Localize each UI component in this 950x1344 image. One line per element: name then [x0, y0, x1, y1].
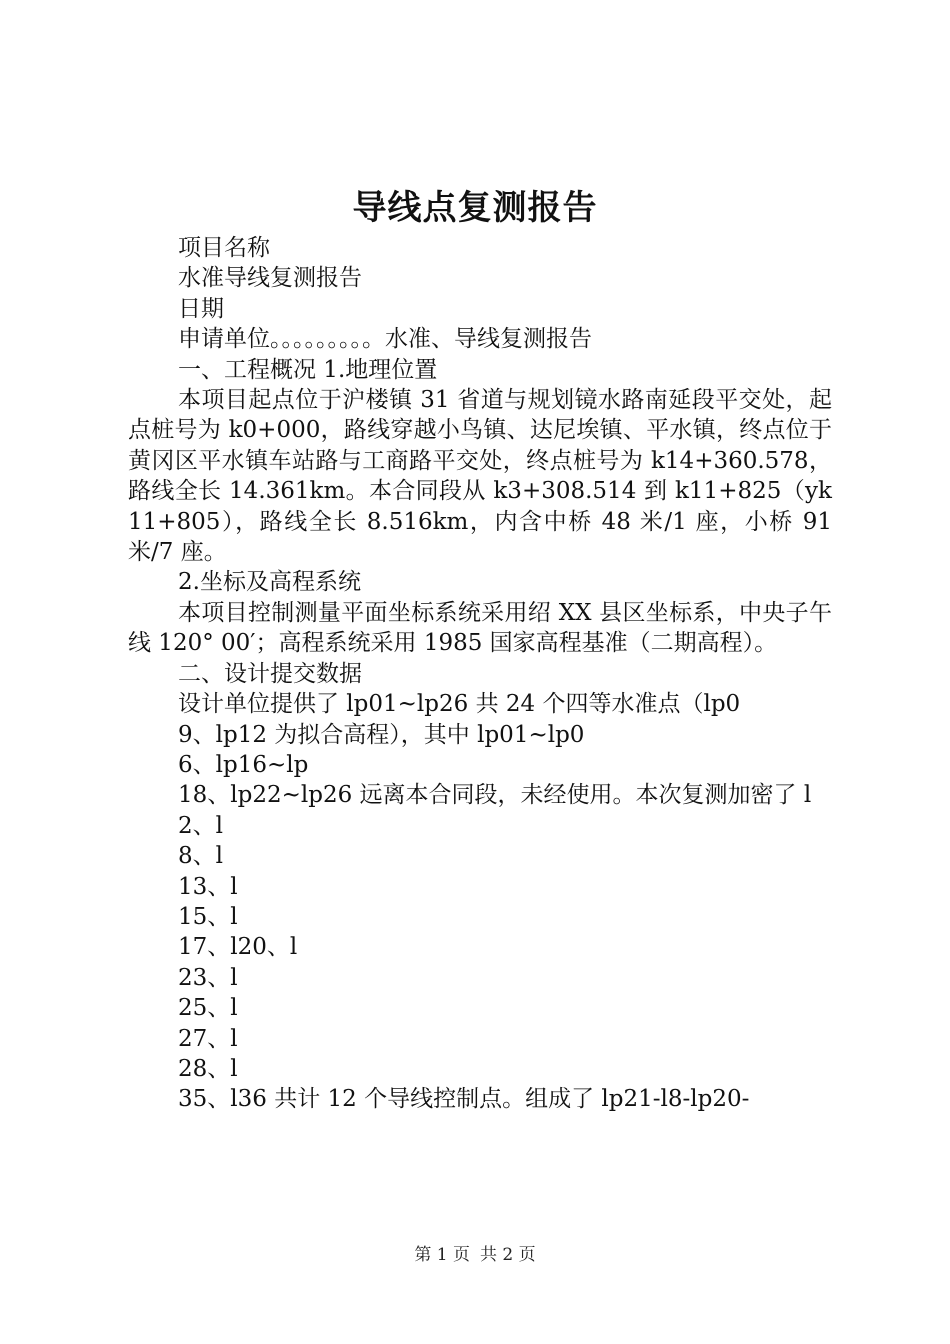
paragraph-design-data: 设计单位提供了 lp01~lp26 共 24 个四等水准点（lp0 — [178, 691, 741, 718]
paragraph-line: 17、l20、l — [178, 934, 298, 961]
paragraph-line: 25、l — [178, 995, 238, 1022]
paragraph-coordinate-system: 本项目控制测量平面坐标系统采用绍 XX 县区坐标系，中央子午线 120° 00′；高程系统采用 1985 国家高程基准（二期高程）。 — [128, 599, 832, 657]
paragraph-line: 23、l — [178, 964, 238, 991]
page-number-current: 第 1 页 — [414, 1245, 470, 1265]
section-heading-design-data: 二、设计提交数据 — [178, 660, 362, 687]
document-body — [128, 233, 832, 1115]
paragraph-report-name: 水准导线复测报告 — [178, 265, 362, 292]
paragraph-applicant: 申请单位。。。。。。。。。水准、导线复测报告 — [178, 326, 592, 353]
paragraph-line: 2、l — [178, 812, 223, 839]
paragraph-project-name: 项目名称 — [178, 235, 270, 261]
page-number-total: 共 2 页 — [480, 1245, 536, 1265]
paragraph-line: 27、l — [178, 1025, 238, 1052]
paragraph-line: 13、l — [178, 873, 238, 900]
paragraph-line: 8、l — [178, 843, 223, 870]
document-title: 导线点复测报告 — [352, 188, 598, 228]
section-heading-overview: 一、工程概况 1.地理位置 — [178, 356, 438, 383]
paragraph-line: 9、lp12 为拟合高程），其中 lp01~lp0 — [178, 721, 585, 748]
paragraph-line: 18、lp22~lp26 远离本合同段，未经使用。本次复测加密了 l — [178, 782, 812, 809]
subheading-coordinate-system: 2.坐标及高程系统 — [178, 569, 361, 596]
paragraph-line: 35、l36 共计 12 个导线控制点。组成了 lp21-l8-lp20- — [178, 1086, 750, 1113]
paragraph-line: 15、l — [178, 903, 238, 930]
paragraph-line: 28、l — [178, 1055, 238, 1082]
paragraph-date: 日期 — [178, 295, 224, 322]
paragraph-line: 6、lp16~lp — [178, 751, 309, 778]
paragraph-location: 本项目起点位于沪楼镇 31 省道与规划镜水路南延段平交处，起点桩号为 k0+000，路线穿越小鸟镇、达尼埃镇、平水镇，终点位于黄冈区平水镇车站路与工商路平交处，终点桩号为 k14+360.578，路线全长 14.361km。本合同段从 k3+308.514 到 k11+825（yk11+805），路线全长 8.516km，内含中桥 48 米/1 座，小桥 91 米/7 座。 — [128, 387, 832, 566]
page-footer — [0, 1243, 950, 1267]
